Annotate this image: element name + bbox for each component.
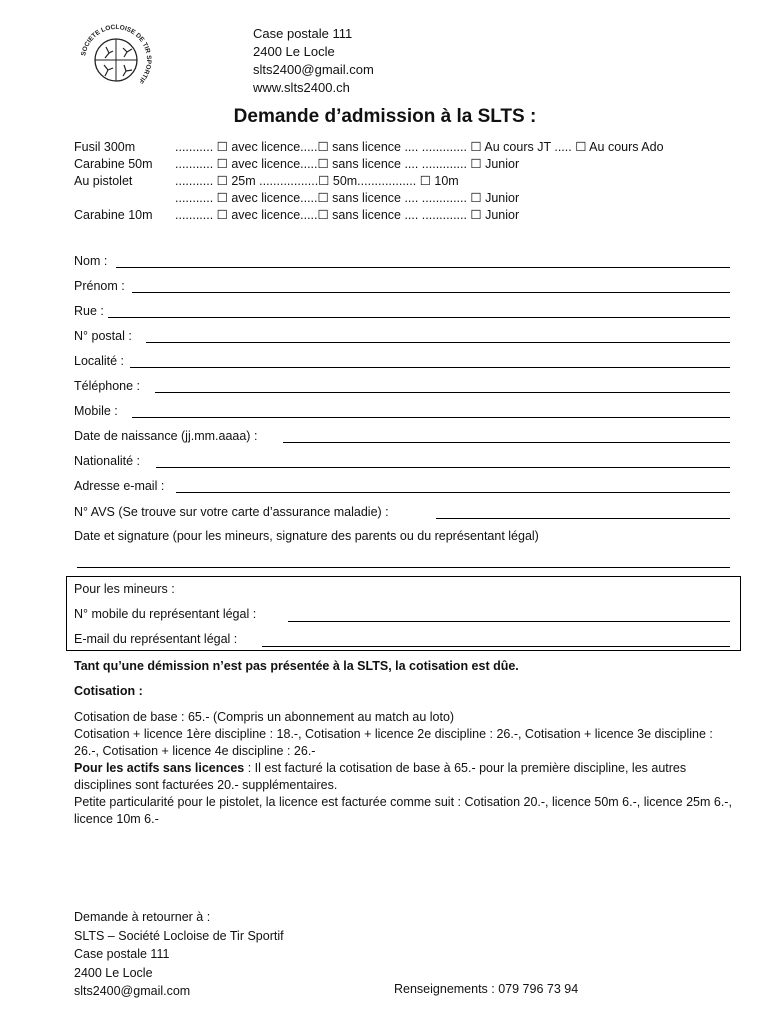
cotisation-heading: Cotisation : [74, 684, 143, 698]
discipline-options-carabine-50m[interactable]: ........... ☐ avec licence.....☐ sans licence .... ............. ☐ Junior [175, 157, 520, 171]
return-line: SLTS – Société Locloise de Tir Sportif [74, 928, 284, 943]
resignation-notice: Tant qu’une démission n’est pas présentée à la SLTS, la cotisation est dûe. [74, 659, 519, 673]
email-input-line[interactable] [176, 492, 730, 493]
npa-input-line[interactable] [146, 342, 730, 343]
rue-input-line[interactable] [108, 317, 730, 318]
discipline-labels [74, 139, 153, 224]
avs-input-line[interactable] [436, 518, 730, 519]
address-line: 2400 Le Locle [253, 44, 335, 59]
discipline-options-fusil-300m[interactable]: ........... ☐ avec licence.....☐ sans licence .... ............. ☐ Au cours JT ..... ☐ Au cours Ado [175, 140, 664, 154]
discipline-label [74, 190, 153, 207]
return-line: Demande à retourner à : [74, 910, 211, 924]
address-line: Case postale 111 [253, 26, 353, 41]
minor-email-input-line[interactable] [262, 646, 730, 647]
naissance-input-line[interactable] [283, 442, 730, 443]
minor-mobile-label: N° mobile du représentant légal : [74, 607, 259, 621]
discipline-label: Fusil 300m [74, 140, 136, 154]
discipline-label: Carabine 10m [74, 208, 153, 222]
return-line: slts2400@gmail.com [74, 984, 191, 998]
field-label: Localité : [74, 354, 127, 368]
field-label: Mobile : [74, 404, 121, 418]
field-label: Téléphone : [74, 379, 143, 393]
cotisation-actifs [74, 760, 734, 794]
minors-heading: Pour les mineurs : [74, 582, 178, 596]
discipline-options-carabine-10m[interactable]: ........... ☐ avec licence.....☐ sans licence .... ............. ☐ Junior [175, 208, 520, 222]
cotisation-licences: Cotisation + licence 1ère discipline : 18.-, Cotisation + licence 2e discipline : 26.-, Cotisation + licence 3e discipline : 26.-, Cotisation + licence 4e discipline : 26.- [74, 727, 713, 758]
field-label: N° postal : [74, 329, 135, 343]
logo-ring-text: SOCIETE LOCLOISE DE TIR SPORTIF [80, 23, 153, 85]
cotisation-text [74, 709, 734, 828]
field-label: N° AVS (Se trouve sur votre carte d’assurance maladie) : [74, 505, 392, 519]
field-label: Nom : [74, 254, 110, 268]
address-line: www.slts2400.ch [253, 80, 350, 95]
return-line: 2400 Le Locle [74, 965, 153, 980]
address-line: slts2400@gmail.com [253, 62, 374, 77]
page-title: Demande d’admission à la SLTS : [233, 106, 537, 127]
discipline-label: Au pistolet [74, 174, 133, 188]
field-label: Adresse e-mail : [74, 479, 167, 493]
actifs-bold: Pour les actifs sans licences [74, 761, 245, 775]
field-label: Nationalité : [74, 454, 143, 468]
discipline-options[interactable] [175, 139, 664, 224]
signature-line[interactable] [77, 567, 730, 568]
mobile-input-line[interactable] [132, 417, 730, 418]
minor-email-label: E-mail du représentant légal : [74, 632, 240, 646]
prenom-input-line[interactable] [132, 292, 730, 293]
discipline-options-pistolet-licence[interactable]: ........... ☐ avec licence.....☐ sans licence .... ............. ☐ Junior [175, 191, 520, 205]
nom-input-line[interactable] [116, 267, 730, 268]
nationalite-input-line[interactable] [156, 467, 730, 468]
club-address [253, 25, 374, 97]
club-logo [76, 20, 156, 100]
return-address [74, 908, 284, 1001]
actifs-text: : Il est facturé la cotisation de base à 65.- pour la première discipline, les autres disciplines sont facturées 20.- supplémentaires. [74, 761, 687, 792]
cotisation-pistolet: Petite particularité pour le pistolet, la licence est facturée comme suit : Cotisation 20.-, licence 50m 6.-, licence 25m 6.-, licence 10m 6.- [74, 795, 732, 826]
field-label: Date de naissance (jj.mm.aaaa) : [74, 429, 260, 443]
cotisation-base: Cotisation de base : 65.- (Compris un abonnement au match au loto) [74, 710, 455, 724]
signature-label: Date et signature (pour les mineurs, signature des parents ou du représentant légal) [74, 529, 542, 543]
field-label: Prénom : [74, 279, 128, 293]
return-line: Case postale 111 [74, 947, 170, 961]
discipline-label: Carabine 50m [74, 157, 153, 171]
telephone-input-line[interactable] [155, 392, 730, 393]
info-phone: Renseignements : 079 796 73 94 [394, 982, 579, 996]
field-label: Rue : [74, 304, 107, 318]
discipline-options-pistolet-distance[interactable]: ........... ☐ 25m .................☐ 50m................. ☐ 10m [175, 174, 459, 188]
minor-mobile-input-line[interactable] [288, 621, 730, 622]
localite-input-line[interactable] [130, 367, 730, 368]
